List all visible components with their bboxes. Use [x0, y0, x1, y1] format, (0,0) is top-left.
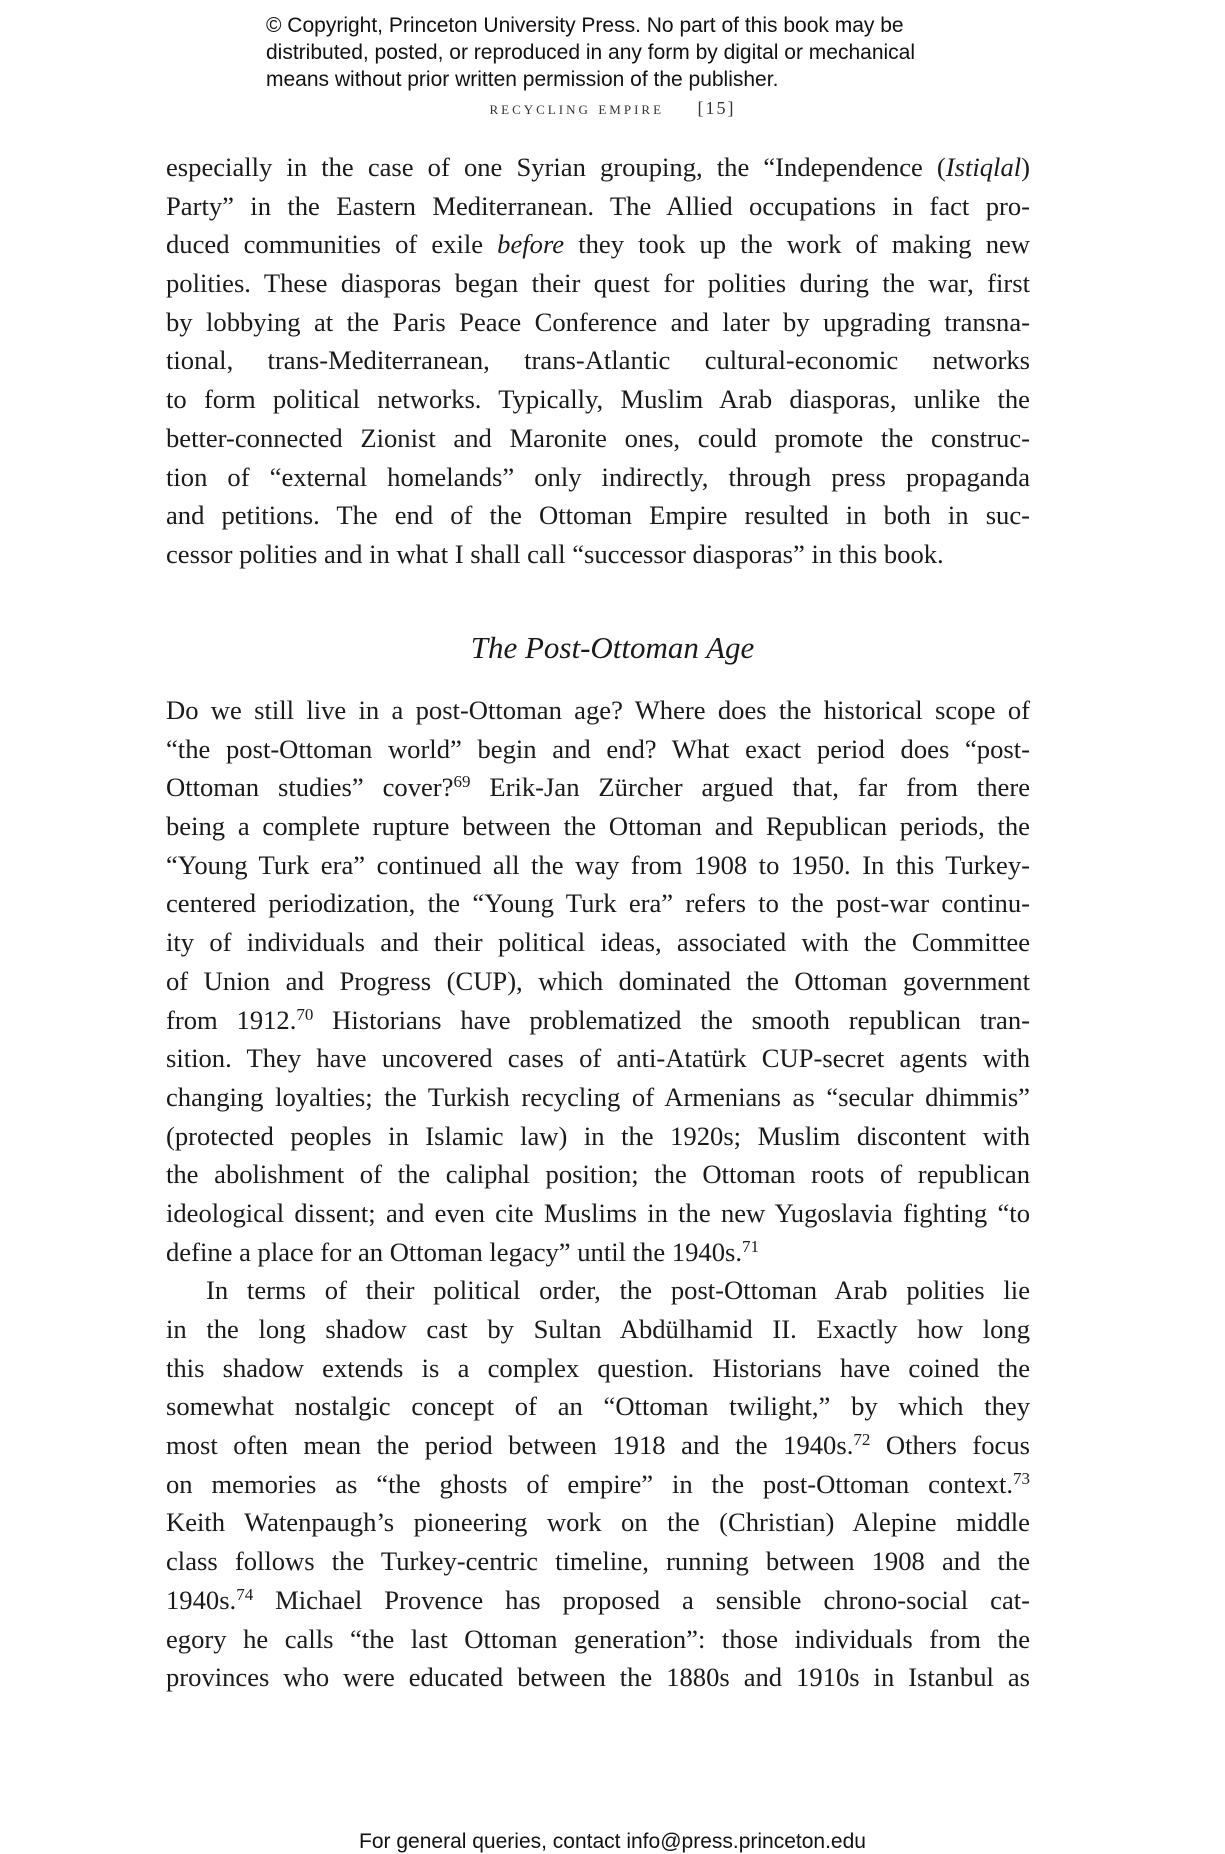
footnote-marker: 73: [1013, 1468, 1030, 1488]
text-line: [166, 1581, 1030, 1620]
text-segment: Ottoman studies” cover?: [166, 772, 454, 803]
paragraph-continued: [166, 148, 1030, 574]
text-line: provinces who were educated between the 1880s and 1910s in Istanbul as: [166, 1662, 1030, 1693]
text-line: Party” in the Eastern Mediterranean. The Allied occupations in fact pro-: [166, 190, 1030, 221]
section-body: [166, 691, 1030, 1697]
text-line: this shadow extends is a complex question. Historians have coined the: [166, 1352, 1030, 1383]
text-line: to form political networks. Typically, Muslim Arab diasporas, unlike the: [166, 384, 1030, 415]
emphasis: Istiqlal: [945, 152, 1022, 182]
page-number: [15]: [697, 98, 736, 118]
text-line: (protected peoples in Islamic law) in the 1920s; Muslim discontent with: [166, 1120, 1030, 1151]
text-line: by lobbying at the Paris Peace Conference and later by upgrading transna-: [166, 306, 1030, 337]
text-line: being a complete rupture between the Ottoman and Republican periods, the: [166, 811, 1030, 842]
text-line: duced communities of exile before they took up the work of making new: [166, 229, 1031, 260]
emphasis: before: [497, 229, 565, 260]
text-segment: from 1912.: [166, 1004, 297, 1035]
text-segment: Others focus: [870, 1430, 1030, 1461]
text-line: cessor polities and in what I shall call “successor diasporas” in this book.: [166, 538, 944, 569]
text-line: in the long shadow cast by Sultan Abdülhamid II. Exactly how long: [166, 1314, 1030, 1344]
text-segment: on memories as “the ghosts of empire” in the post-Ottoman context.: [166, 1468, 1013, 1499]
text-segment: Erik-Jan Zürcher argued that, far from there: [470, 772, 1030, 803]
footnote-marker: 72: [853, 1430, 871, 1450]
text-line: Keith Watenpaugh’s pioneering work on the (Christian) Alepine middle: [166, 1507, 1030, 1538]
text-line: [166, 1465, 1030, 1504]
text-line: the abolishment of the caliphal position; the Ottoman roots of republican: [166, 1159, 1030, 1190]
text-segment: most often mean the period between 1918 and the 1940s.: [166, 1430, 854, 1461]
text-line: somewhat nostalgic concept of an “Ottoman twilight,” by which they: [166, 1391, 1030, 1422]
text-line: tion of “external homelands” only indirectly, through press propaganda: [166, 461, 1030, 492]
copyright-line: distributed, posted, or reproduced in any form by digital or mechanical: [266, 41, 916, 64]
text-line: In terms of their political order, the post-Ottoman Arab polities lie: [206, 1275, 1030, 1306]
running-head: [0, 98, 1225, 119]
text-line: egory he calls “the last Ottoman generation”: those individuals from the: [166, 1623, 1030, 1654]
text-line: [166, 1426, 1030, 1465]
footnote-marker: 69: [453, 772, 471, 792]
text-line: sition. They have uncovered cases of anti-Atatürk CUP-secret agents with: [166, 1043, 1030, 1074]
text-line: better-connected Zionist and Maronite ones, could promote the construc-: [166, 422, 1030, 453]
text-segment: 1940s.: [166, 1584, 237, 1615]
footer-contact: For general queries, contact info@press.princeton.edu: [359, 1830, 866, 1853]
footnote-marker: 74: [236, 1584, 254, 1604]
text-line: tional, trans-Mediterranean, trans-Atlantic cultural-economic networks: [166, 345, 1030, 376]
copyright-line: means without prior written permission of the publisher.: [266, 68, 779, 91]
text-line: changing loyalties; the Turkish recycling of Armenians as “secular dhimmis”: [166, 1081, 1030, 1112]
text-line: polities. These diasporas began their quest for polities during the war, first: [166, 268, 1030, 299]
copyright-line: © Copyright, Princeton University Press. No part of this book may be: [266, 14, 904, 37]
text-line: [166, 768, 1030, 807]
footnote-marker: 71: [742, 1236, 759, 1256]
section-heading: The Post-Ottoman Age: [470, 630, 755, 665]
text-segment: Historians have problematized the smooth republican tran-: [313, 1004, 1030, 1035]
text-line: ideological dissent; and even cite Muslims in the new Yugoslavia fighting “to: [166, 1197, 1030, 1228]
text-line: Do we still live in a post-Ottoman age? Where does the historical scope of: [166, 695, 1030, 725]
text-line: [166, 1233, 1030, 1272]
running-head-title: recycling empire: [489, 98, 665, 118]
text-line: class follows the Turkey-centric timeline, running between 1908 and the: [166, 1546, 1030, 1577]
text-line: ity of individuals and their political ideas, associated with the Committee: [166, 927, 1030, 958]
text-line: centered periodization, the “Young Turk era” refers to the post-war continu-: [166, 888, 1030, 919]
text-segment: define a place for an Ottoman legacy” until the 1940s.: [166, 1236, 742, 1267]
text-line: “the post-Ottoman world” begin and end? What exact period does “post-: [166, 733, 1030, 764]
text-line: “Young Turk era” continued all the way from 1908 to 1950. In this Turkey-: [166, 849, 1030, 880]
copyright-notice: [266, 12, 1026, 93]
text-line: and petitions. The end of the Ottoman Empire resulted in both in suc-: [166, 500, 1030, 531]
footnote-marker: 70: [296, 1004, 314, 1024]
text-line: of Union and Progress (CUP), which dominated the Ottoman government: [166, 965, 1030, 996]
text-line: [166, 1001, 1030, 1040]
text-segment: Michael Provence has proposed a sensible chrono-social cat-: [253, 1584, 1030, 1615]
text-line: especially in the case of one Syrian grouping, the “Independence (Istiqlal): [166, 152, 1030, 182]
